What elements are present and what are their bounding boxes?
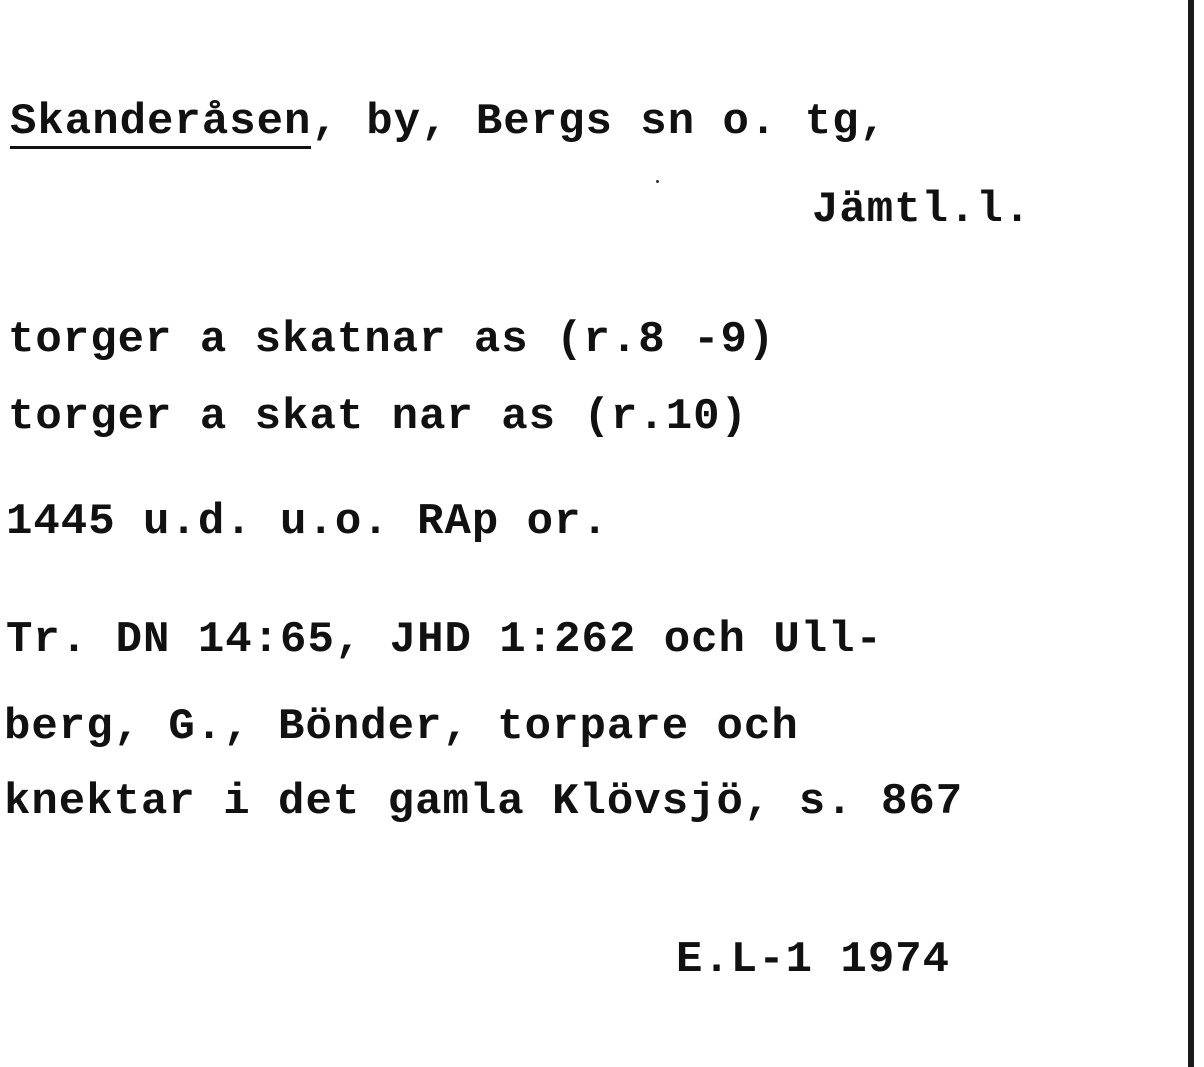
- county-line: Jämtl.l.: [812, 185, 1032, 235]
- heading-line: [10, 97, 887, 149]
- reference-line-2: berg, G., Bönder, torpare och: [4, 702, 799, 752]
- card-edge: [1188, 0, 1194, 1067]
- headword: Skanderåsen: [10, 97, 312, 147]
- heading-rest: , by, Bergs sn o. tg,: [311, 97, 887, 147]
- form-line-2: torger a skat nar as (r.10): [8, 392, 748, 442]
- reference-line-3: knektar i det gamla Klövsjö, s. 867: [4, 777, 964, 827]
- signature-line: E.L-1 1974: [676, 935, 951, 985]
- form-line-1: torger a skatnar as (r.8 -9): [8, 315, 776, 365]
- ink-speck: [656, 180, 659, 183]
- date-source-line: 1445 u.d. u.o. RAp or.: [6, 497, 609, 547]
- reference-line-1: Tr. DN 14:65, JHD 1:262 och Ull-: [6, 615, 883, 665]
